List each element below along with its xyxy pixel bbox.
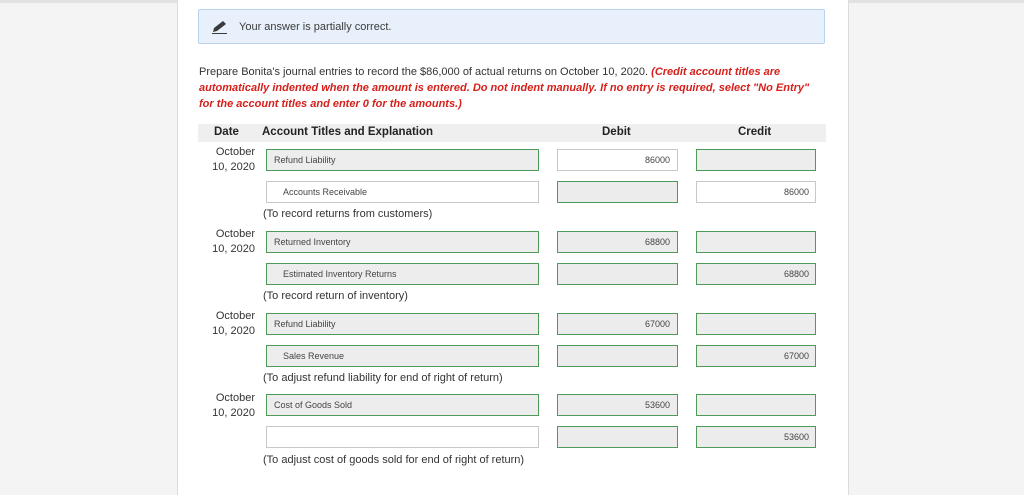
pencil-icon — [211, 20, 229, 34]
date-month: October — [215, 310, 255, 322]
account-field[interactable]: Accounts Receivable — [266, 181, 539, 203]
debit-field[interactable]: 53600 — [557, 394, 678, 416]
account-field[interactable]: Refund Liability — [266, 313, 539, 335]
entry-date — [203, 227, 255, 257]
date-month: October — [215, 228, 255, 240]
header-debit: Debit — [602, 126, 631, 138]
account-field[interactable]: Estimated Inventory Returns — [266, 263, 539, 285]
debit-field[interactable]: 68800 — [557, 231, 678, 253]
entry-explanation: (To adjust cost of goods sold for end of right of return) — [263, 454, 525, 466]
header-account: Account Titles and Explanation — [262, 126, 434, 138]
table-header — [198, 124, 826, 142]
date-month: October — [215, 146, 255, 158]
instructions-text: Prepare Bonita's journal entries to record the $86,000 of actual returns on October 10, 2020. — [199, 66, 652, 78]
date-month: October — [215, 392, 255, 404]
debit-field[interactable] — [557, 181, 678, 203]
instructions-note: (Credit account titles are automatically indented when the amount is entered. Do not indent manually. If no entry is required, select "No Entry" for the account titles and enter 0 for the amounts.) — [199, 66, 810, 110]
status-banner — [198, 9, 825, 44]
credit-field[interactable]: 86000 — [696, 181, 816, 203]
credit-field[interactable] — [696, 394, 816, 416]
debit-field[interactable] — [557, 345, 678, 367]
debit-field[interactable]: 67000 — [557, 313, 678, 335]
credit-field[interactable]: 67000 — [696, 345, 816, 367]
entry-explanation: (To record return of inventory) — [263, 290, 408, 302]
account-field[interactable]: Cost of Goods Sold — [266, 394, 539, 416]
account-field[interactable] — [266, 426, 539, 448]
instructions — [199, 64, 819, 112]
debit-field[interactable]: 86000 — [557, 149, 678, 171]
header-credit: Credit — [738, 126, 772, 138]
entry-explanation: (To record returns from customers) — [263, 208, 433, 220]
credit-field[interactable] — [696, 231, 816, 253]
date-year: 10, 2020 — [212, 243, 255, 255]
credit-field[interactable] — [696, 149, 816, 171]
credit-field[interactable]: 53600 — [696, 426, 816, 448]
status-message: Your answer is partially correct. — [239, 20, 392, 33]
entry-explanation: (To adjust refund liability for end of right of return) — [263, 372, 503, 384]
credit-field[interactable]: 68800 — [696, 263, 816, 285]
header-date: Date — [214, 126, 239, 138]
date-year: 10, 2020 — [212, 325, 255, 337]
entry-date — [203, 309, 255, 339]
date-year: 10, 2020 — [212, 161, 255, 173]
account-field[interactable]: Returned Inventory — [266, 231, 539, 253]
entry-date — [203, 145, 255, 175]
account-field[interactable]: Sales Revenue — [266, 345, 539, 367]
date-year: 10, 2020 — [212, 407, 255, 419]
debit-field[interactable] — [557, 263, 678, 285]
credit-field[interactable] — [696, 313, 816, 335]
entry-date — [203, 391, 255, 421]
debit-field[interactable] — [557, 426, 678, 448]
account-field[interactable]: Refund Liability — [266, 149, 539, 171]
